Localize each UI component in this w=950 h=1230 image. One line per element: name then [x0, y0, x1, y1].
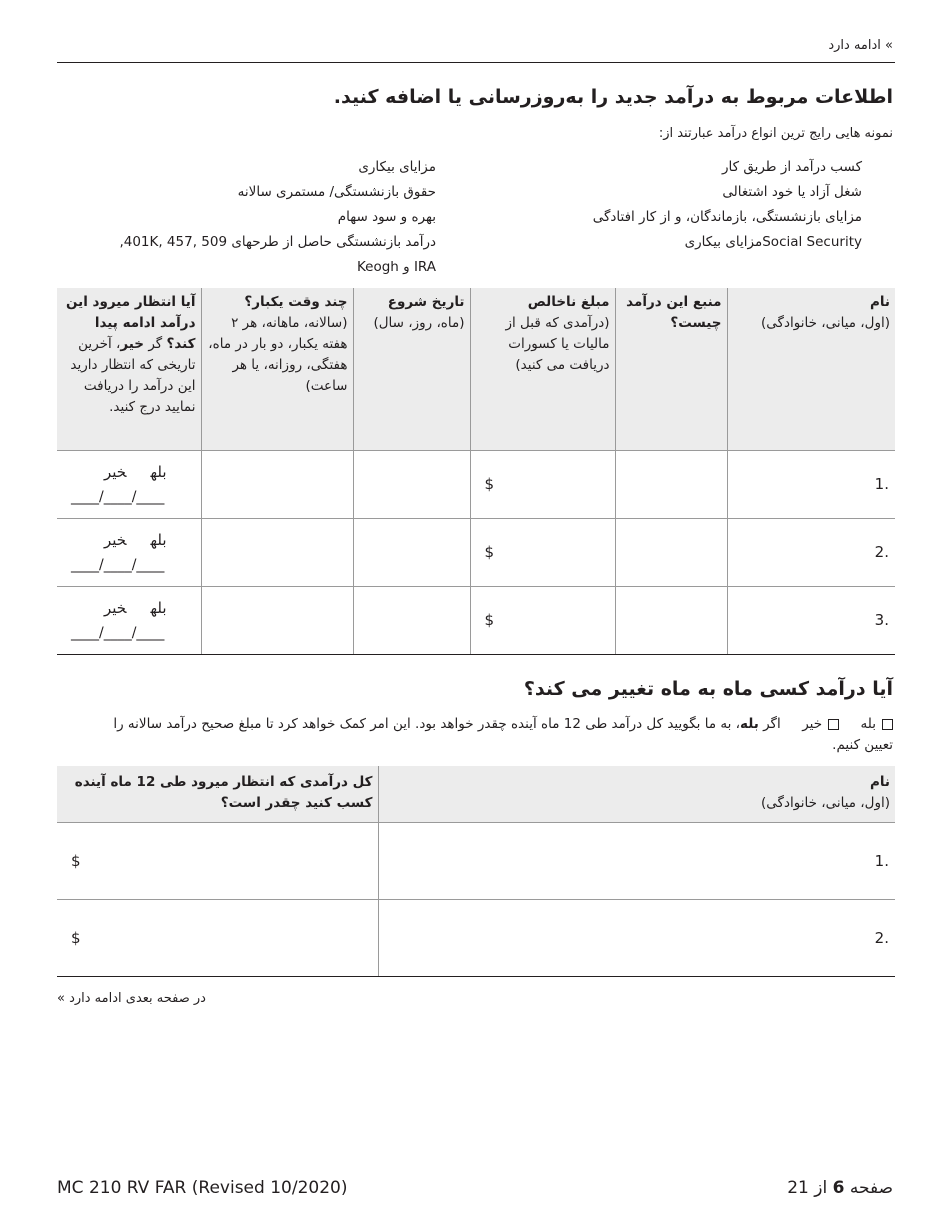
gross-amount-field[interactable]: $ — [470, 450, 615, 518]
table-row — [57, 518, 895, 586]
yes-option[interactable]: بله — [150, 531, 167, 549]
annual-amount-field[interactable]: $ — [57, 899, 378, 976]
row-number: .3 — [727, 586, 895, 654]
income-change-answer — [83, 714, 893, 756]
table-row — [57, 586, 895, 654]
continue-field[interactable] — [57, 586, 201, 654]
top-divider — [57, 62, 895, 63]
start-date-field[interactable] — [353, 450, 470, 518]
continue-field[interactable] — [57, 518, 201, 586]
gross-amount-field[interactable]: $ — [470, 586, 615, 654]
income-type: درآمد بازنشستگی حاصل از طرحهای 401K, 457, 509, — [119, 234, 436, 250]
start-date-field[interactable] — [353, 518, 470, 586]
frequency-field[interactable] — [201, 586, 353, 654]
page-number: صفحه 6 از 21 — [787, 1178, 893, 1198]
income-type: Social Securityمزایای بیکاری — [684, 234, 862, 250]
continued-label: » ادامه دارد — [828, 38, 893, 53]
income-change-question: آیا درآمد کسی ماه به ماه تغییر می کند؟ — [523, 678, 893, 700]
end-date-field[interactable]: ____/____/____ — [71, 557, 165, 573]
row-number: .2 — [378, 899, 895, 976]
row-number: .2 — [727, 518, 895, 586]
col-name: نام (اول، میانی، خانوادگی) — [378, 766, 895, 822]
income-types-left — [66, 155, 436, 280]
continue-field[interactable] — [57, 450, 201, 518]
col-gross: مبلغ ناخالص (درآمدی که قبل از مالیات یا کسورات دریافت می کنید) — [470, 288, 615, 450]
income-type: بهره و سود سهام — [337, 209, 436, 225]
income-type: حقوق بازنشستگی/ مستمری سالانه — [237, 184, 436, 200]
col-name: نام (اول، میانی، خانوادگی) — [727, 288, 895, 450]
source-field[interactable] — [615, 586, 727, 654]
col-start-date: تاریخ شروع (ماه، روز، سال) — [353, 288, 470, 450]
section-title: اطلاعات مربوط به درآمد جدید را به‌روزرسانی یا اضافه کنید. — [333, 86, 893, 108]
table-row — [57, 899, 895, 976]
income-type: IRA و Keogh — [356, 259, 436, 275]
intro-text: نمونه هایی رایج ترین انواع درآمد عبارتند از: — [658, 126, 893, 141]
annual-income-table — [57, 766, 895, 977]
income-type: شغل آزاد یا خود اشتغالی — [722, 184, 862, 200]
continued-next-page: در صفحه بعدی ادامه دارد » — [57, 991, 206, 1006]
col-continue: آیا انتظار میرود این درآمد ادامه پیدا کند؟ گر خیر، آخرین تاریخی که انتظار دارید این درآمد را دریافت نمایید درج کنید. — [57, 288, 201, 450]
form-id: MC 210 RV FAR (Revised 10/2020) — [57, 1178, 348, 1198]
col-annual-total: کل درآمدی که انتظار میرود طی 12 ماه آینده کسب کنید چقدر است؟ — [57, 766, 378, 822]
source-field[interactable] — [615, 518, 727, 586]
no-option[interactable]: خیر — [103, 531, 127, 549]
instruction-if: اگر — [758, 716, 781, 732]
start-date-field[interactable] — [353, 586, 470, 654]
frequency-field[interactable] — [201, 518, 353, 586]
frequency-field[interactable] — [201, 450, 353, 518]
income-table — [57, 288, 895, 655]
income-type: مزایای بازنشستگی، بازماندگان، و از کار افتادگی — [592, 209, 862, 225]
income-types-right — [522, 155, 862, 255]
table-row — [57, 450, 895, 518]
row-number: .1 — [378, 822, 895, 899]
gross-amount-field[interactable]: $ — [470, 518, 615, 586]
no-option[interactable]: خیر — [103, 599, 127, 617]
col-source: منبع این درآمد چیست؟ — [615, 288, 727, 450]
no-option[interactable]: خیر — [103, 463, 127, 481]
col-frequency: چند وقت یکبار؟ (سالانه، ماهانه، هر ۲ هفته یکبار، دو بار در ماه، هفتگی، روزانه، یا هر ساعت) — [201, 288, 353, 450]
end-date-field[interactable]: ____/____/____ — [71, 625, 165, 641]
annual-amount-field[interactable]: $ — [57, 822, 378, 899]
end-date-field[interactable]: ____/____/____ — [71, 489, 165, 505]
yes-option[interactable]: بله — [150, 463, 167, 481]
yes-checkbox[interactable] — [882, 719, 893, 730]
income-table-header — [57, 288, 895, 450]
income-type: کسب درآمد از طریق کار — [721, 159, 862, 175]
no-label: خیر — [802, 716, 823, 732]
annual-table-header — [57, 766, 895, 822]
instruction-yes: بله — [740, 716, 759, 732]
source-field[interactable] — [615, 450, 727, 518]
no-checkbox[interactable] — [828, 719, 839, 730]
instruction-text: ، به ما بگویید کل درآمد طی 12 ماه آینده چقدر خواهد بود. این امر کمک خواهد کرد تا مبلغ صحیح درآمد سالانه را تعیین کنیم. — [113, 716, 893, 753]
yes-label: بله — [860, 716, 876, 732]
yes-option[interactable]: بله — [150, 599, 167, 617]
table-row — [57, 822, 895, 899]
row-number: .1 — [727, 450, 895, 518]
income-type: مزایای بیکاری — [358, 159, 436, 175]
